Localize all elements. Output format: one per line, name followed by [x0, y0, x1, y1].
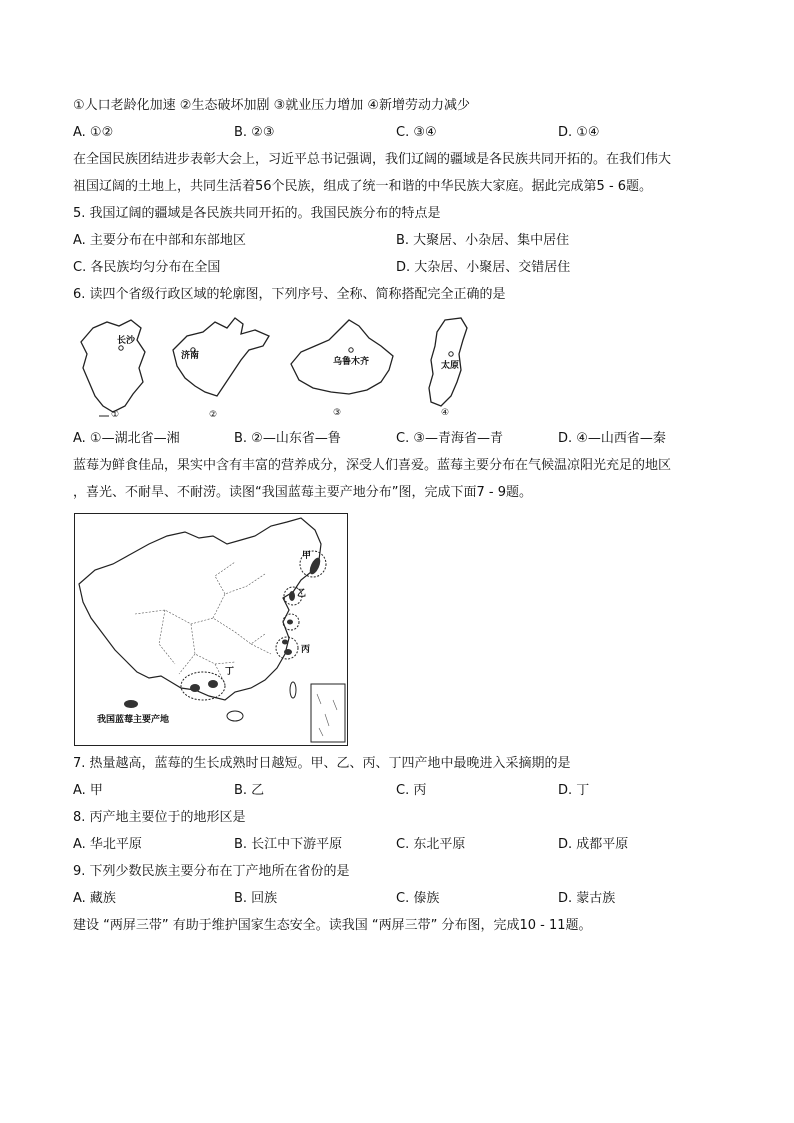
- intro-7-9-line-2: ，喜光、不耐旱、不耐涝。读图“我国蓝莓主要产地分布”图，完成下面7 - 9题。: [73, 485, 532, 500]
- q8-stem: 8. 丙产地主要位于的地形区是: [73, 810, 246, 825]
- changsha-label: 长沙: [117, 336, 136, 346]
- xinjiang-outline-shape: [285, 316, 400, 426]
- q9-option-a: A. 藏族: [73, 891, 116, 906]
- region-yi-label: 乙: [297, 589, 307, 599]
- q7-stem: 7. 热量越高，蓝莓的生长成熟时日越短。甲、乙、丙、丁四产地中最晚进入采摘期的是: [73, 756, 571, 771]
- q5-option-d: D. 大杂居、小聚居、交错居住: [396, 260, 571, 275]
- shanxi-outline-shape: [415, 316, 485, 426]
- q4-option-a: A. ①②: [73, 125, 114, 140]
- province-outline-3: [285, 316, 400, 426]
- urumqi-label: 乌鲁木齐: [333, 357, 370, 367]
- map-number-4: ④: [441, 408, 450, 418]
- q9-option-d: D. 蒙古族: [558, 891, 616, 906]
- q4-option-c: C. ③④: [396, 125, 437, 140]
- taiyuan-label: 太原: [441, 361, 460, 371]
- q8-option-a: A. 华北平原: [73, 837, 142, 852]
- q4-option-b: B. ②③: [234, 125, 275, 140]
- province-outline-2: [165, 316, 275, 426]
- q4-option-d: D. ①④: [558, 125, 600, 140]
- intro-10-11: 建设 “两屏三带” 有助于维护国家生态安全。读我国 “两屏三带” 分布图，完成10 - 11题。: [73, 918, 592, 933]
- q8-option-d: D. 成都平原: [558, 837, 629, 852]
- intro-7-9-line-1: 蓝莓为鲜食佳品，果实中含有丰富的营养成分，深受人们喜爱。蓝莓主要分布在气候温凉阳光充足的地区: [73, 458, 672, 473]
- map-legend-label: 我国蓝莓主要产地: [97, 715, 170, 725]
- q5-option-a: A. 主要分布在中部和东部地区: [73, 233, 246, 248]
- region-bing-label: 丙: [301, 645, 311, 655]
- map-number-1: ①: [111, 410, 120, 420]
- intro-5-6-line-1: 在全国民族团结进步表彰大会上，习近平总书记强调，我们辽阔的疆域是各民族共同开拓的。在我们伟大: [73, 152, 672, 167]
- province-outline-1: [75, 316, 155, 426]
- region-ding-label: 丁: [225, 667, 235, 677]
- map-number-2: ②: [209, 410, 218, 420]
- shandong-outline-shape: [165, 316, 275, 426]
- q5-option-b: B. 大聚居、小杂居、集中居住: [396, 233, 570, 248]
- q8-option-c: C. 东北平原: [396, 837, 466, 852]
- q8-option-b: B. 长江中下游平原: [234, 837, 343, 852]
- region-jia-label: 甲: [302, 551, 312, 561]
- q7-option-d: D. 丁: [558, 783, 590, 798]
- intro-5-6-line-2: 祖国辽阔的土地上，共同生活着56个民族，组成了统一和谐的中华民族大家庭。据此完成第5 - 6题。: [73, 179, 653, 194]
- q9-option-c: C. 傣族: [396, 891, 440, 906]
- q7-option-c: C. 丙: [396, 783, 427, 798]
- q9-option-b: B. 回族: [234, 891, 278, 906]
- q4-statements: ①人口老龄化加速 ②生态破坏加剧 ③就业压力增加 ④新增劳动力减少: [73, 98, 471, 113]
- jinan-label: 济南: [181, 351, 200, 361]
- q6-option-d: D. ④—山西省—秦: [558, 431, 666, 446]
- q6-option-c: C. ③—青海省—青: [396, 431, 503, 446]
- q5-stem: 5. 我国辽阔的疆域是各民族共同开拓的。我国民族分布的特点是: [73, 206, 441, 221]
- q6-stem: 6. 读四个省级行政区域的轮廓图，下列序号、全称、简称搭配完全正确的是: [73, 287, 506, 302]
- q5-option-c: C. 各民族均匀分布在全国: [73, 260, 221, 275]
- q7-option-b: B. 乙: [234, 783, 265, 798]
- q6-option-b: B. ②—山东省—鲁: [234, 431, 341, 446]
- province-outline-4: [415, 316, 485, 426]
- q9-stem: 9. 下列少数民族主要分布在丁产地所在省份的是: [73, 864, 350, 879]
- q6-option-a: A. ①—湖北省—湘: [73, 431, 180, 446]
- q7-option-a: A. 甲: [73, 783, 103, 798]
- map-number-3: ③: [333, 408, 342, 418]
- china-blueberry-map: [74, 513, 348, 746]
